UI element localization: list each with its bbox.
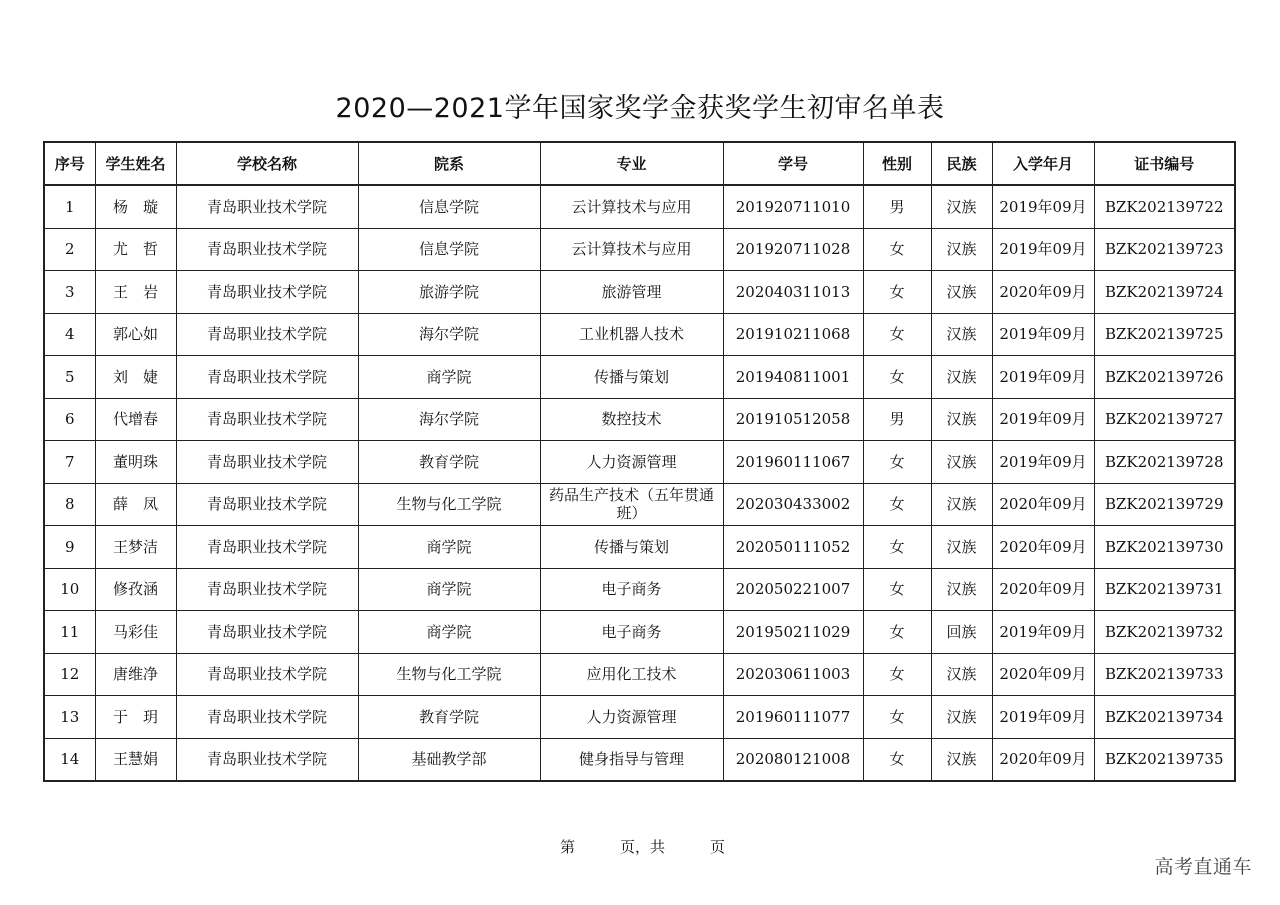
table-row bbox=[44, 228, 1235, 271]
cell-ethnicity: 汉族 bbox=[931, 653, 992, 696]
header-student-name: 学生姓名 bbox=[95, 142, 176, 185]
cell-ethnicity: 汉族 bbox=[931, 398, 992, 441]
cell-index: 8 bbox=[44, 483, 95, 526]
header-major: 专业 bbox=[540, 142, 723, 185]
cell-student-id: 201960111077 bbox=[723, 696, 863, 739]
cell-department: 海尔学院 bbox=[358, 313, 540, 356]
cell-ethnicity: 汉族 bbox=[931, 696, 992, 739]
cell-department: 商学院 bbox=[358, 568, 540, 611]
cell-major: 传播与策划 bbox=[540, 356, 723, 399]
table-row bbox=[44, 526, 1235, 569]
cell-major: 人力资源管理 bbox=[540, 696, 723, 739]
cell-department: 信息学院 bbox=[358, 228, 540, 271]
cell-department: 基础教学部 bbox=[358, 738, 540, 781]
cell-school-name: 青岛职业技术学院 bbox=[176, 356, 358, 399]
cell-student-name: 唐维净 bbox=[95, 653, 176, 696]
cell-student-name: 杨 璇 bbox=[95, 185, 176, 228]
cell-enrollment-date: 2020年09月 bbox=[992, 483, 1094, 526]
cell-student-name: 于 玥 bbox=[95, 696, 176, 739]
cell-student-id: 202030433002 bbox=[723, 483, 863, 526]
cell-gender: 女 bbox=[863, 483, 931, 526]
cell-certificate-no: BZK202139734 bbox=[1094, 696, 1235, 739]
cell-certificate-no: BZK202139730 bbox=[1094, 526, 1235, 569]
cell-index: 9 bbox=[44, 526, 95, 569]
cell-school-name: 青岛职业技术学院 bbox=[176, 313, 358, 356]
cell-certificate-no: BZK202139728 bbox=[1094, 441, 1235, 484]
cell-gender: 女 bbox=[863, 356, 931, 399]
cell-certificate-no: BZK202139726 bbox=[1094, 356, 1235, 399]
cell-department: 教育学院 bbox=[358, 696, 540, 739]
cell-student-id: 202030611003 bbox=[723, 653, 863, 696]
table-row bbox=[44, 356, 1235, 399]
table-row bbox=[44, 653, 1235, 696]
table-body bbox=[44, 185, 1235, 781]
cell-school-name: 青岛职业技术学院 bbox=[176, 696, 358, 739]
table-row bbox=[44, 738, 1235, 781]
cell-index: 4 bbox=[44, 313, 95, 356]
cell-major: 旅游管理 bbox=[540, 271, 723, 314]
cell-index: 14 bbox=[44, 738, 95, 781]
cell-major: 工业机器人技术 bbox=[540, 313, 723, 356]
cell-gender: 女 bbox=[863, 568, 931, 611]
table-row bbox=[44, 271, 1235, 314]
cell-school-name: 青岛职业技术学院 bbox=[176, 271, 358, 314]
table-row bbox=[44, 441, 1235, 484]
cell-major: 云计算技术与应用 bbox=[540, 228, 723, 271]
cell-student-id: 201920711028 bbox=[723, 228, 863, 271]
cell-department: 商学院 bbox=[358, 526, 540, 569]
cell-enrollment-date: 2019年09月 bbox=[992, 228, 1094, 271]
cell-student-id: 201910512058 bbox=[723, 398, 863, 441]
cell-gender: 女 bbox=[863, 228, 931, 271]
cell-certificate-no: BZK202139731 bbox=[1094, 568, 1235, 611]
cell-certificate-no: BZK202139729 bbox=[1094, 483, 1235, 526]
cell-enrollment-date: 2020年09月 bbox=[992, 568, 1094, 611]
cell-ethnicity: 汉族 bbox=[931, 568, 992, 611]
cell-school-name: 青岛职业技术学院 bbox=[176, 653, 358, 696]
cell-school-name: 青岛职业技术学院 bbox=[176, 526, 358, 569]
cell-department: 信息学院 bbox=[358, 185, 540, 228]
cell-enrollment-date: 2020年09月 bbox=[992, 653, 1094, 696]
cell-ethnicity: 汉族 bbox=[931, 313, 992, 356]
cell-school-name: 青岛职业技术学院 bbox=[176, 738, 358, 781]
cell-ethnicity: 回族 bbox=[931, 611, 992, 654]
cell-department: 商学院 bbox=[358, 356, 540, 399]
cell-index: 6 bbox=[44, 398, 95, 441]
header-index: 序号 bbox=[44, 142, 95, 185]
cell-student-name: 王 岩 bbox=[95, 271, 176, 314]
cell-gender: 男 bbox=[863, 398, 931, 441]
cell-gender: 女 bbox=[863, 611, 931, 654]
cell-major: 药品生产技术（五年贯通班） bbox=[540, 483, 723, 526]
cell-department: 商学院 bbox=[358, 611, 540, 654]
cell-student-id: 202080121008 bbox=[723, 738, 863, 781]
cell-index: 10 bbox=[44, 568, 95, 611]
cell-gender: 女 bbox=[863, 738, 931, 781]
header-enrollment-date: 入学年月 bbox=[992, 142, 1094, 185]
cell-student-name: 郭心如 bbox=[95, 313, 176, 356]
cell-school-name: 青岛职业技术学院 bbox=[176, 441, 358, 484]
cell-student-name: 刘 婕 bbox=[95, 356, 176, 399]
cell-student-id: 201940811001 bbox=[723, 356, 863, 399]
cell-enrollment-date: 2019年09月 bbox=[992, 185, 1094, 228]
cell-gender: 女 bbox=[863, 526, 931, 569]
cell-student-name: 王慧娟 bbox=[95, 738, 176, 781]
cell-student-id: 202040311013 bbox=[723, 271, 863, 314]
table-row bbox=[44, 398, 1235, 441]
table-row bbox=[44, 611, 1235, 654]
cell-department: 生物与化工学院 bbox=[358, 483, 540, 526]
cell-student-id: 201950211029 bbox=[723, 611, 863, 654]
cell-certificate-no: BZK202139724 bbox=[1094, 271, 1235, 314]
cell-student-id: 202050221007 bbox=[723, 568, 863, 611]
cell-index: 5 bbox=[44, 356, 95, 399]
cell-gender: 女 bbox=[863, 653, 931, 696]
cell-enrollment-date: 2019年09月 bbox=[992, 611, 1094, 654]
cell-department: 生物与化工学院 bbox=[358, 653, 540, 696]
cell-ethnicity: 汉族 bbox=[931, 356, 992, 399]
table-row bbox=[44, 313, 1235, 356]
cell-school-name: 青岛职业技术学院 bbox=[176, 568, 358, 611]
cell-enrollment-date: 2020年09月 bbox=[992, 526, 1094, 569]
header-school-name: 学校名称 bbox=[176, 142, 358, 185]
table-row bbox=[44, 483, 1235, 526]
cell-ethnicity: 汉族 bbox=[931, 271, 992, 314]
cell-index: 2 bbox=[44, 228, 95, 271]
cell-certificate-no: BZK202139723 bbox=[1094, 228, 1235, 271]
cell-department: 旅游学院 bbox=[358, 271, 540, 314]
cell-enrollment-date: 2019年09月 bbox=[992, 398, 1094, 441]
cell-enrollment-date: 2019年09月 bbox=[992, 696, 1094, 739]
header-student-id: 学号 bbox=[723, 142, 863, 185]
cell-student-id: 201960111067 bbox=[723, 441, 863, 484]
table-row bbox=[44, 568, 1235, 611]
cell-certificate-no: BZK202139732 bbox=[1094, 611, 1235, 654]
scholarship-table bbox=[43, 141, 1236, 782]
cell-index: 12 bbox=[44, 653, 95, 696]
cell-certificate-no: BZK202139733 bbox=[1094, 653, 1235, 696]
cell-major: 传播与策划 bbox=[540, 526, 723, 569]
cell-student-name: 薛 凤 bbox=[95, 483, 176, 526]
cell-major: 人力资源管理 bbox=[540, 441, 723, 484]
cell-gender: 女 bbox=[863, 441, 931, 484]
cell-student-name: 修孜涵 bbox=[95, 568, 176, 611]
cell-index: 7 bbox=[44, 441, 95, 484]
cell-department: 教育学院 bbox=[358, 441, 540, 484]
cell-enrollment-date: 2020年09月 bbox=[992, 271, 1094, 314]
cell-ethnicity: 汉族 bbox=[931, 185, 992, 228]
cell-school-name: 青岛职业技术学院 bbox=[176, 228, 358, 271]
cell-ethnicity: 汉族 bbox=[931, 526, 992, 569]
cell-student-name: 代增春 bbox=[95, 398, 176, 441]
cell-certificate-no: BZK202139727 bbox=[1094, 398, 1235, 441]
cell-index: 3 bbox=[44, 271, 95, 314]
cell-major: 健身指导与管理 bbox=[540, 738, 723, 781]
cell-enrollment-date: 2019年09月 bbox=[992, 356, 1094, 399]
cell-student-name: 尤 哲 bbox=[95, 228, 176, 271]
page-title: 2020—2021学年国家奖学金获奖学生初审名单表 bbox=[335, 93, 945, 124]
cell-major: 电子商务 bbox=[540, 611, 723, 654]
watermark: 高考直通车 bbox=[1154, 856, 1252, 878]
cell-student-name: 马彩佳 bbox=[95, 611, 176, 654]
cell-major: 电子商务 bbox=[540, 568, 723, 611]
cell-student-id: 202050111052 bbox=[723, 526, 863, 569]
cell-certificate-no: BZK202139725 bbox=[1094, 313, 1235, 356]
cell-major: 数控技术 bbox=[540, 398, 723, 441]
cell-student-name: 董明珠 bbox=[95, 441, 176, 484]
table-row bbox=[44, 185, 1235, 228]
cell-student-id: 201910211068 bbox=[723, 313, 863, 356]
cell-school-name: 青岛职业技术学院 bbox=[176, 611, 358, 654]
cell-gender: 男 bbox=[863, 185, 931, 228]
cell-ethnicity: 汉族 bbox=[931, 441, 992, 484]
cell-index: 1 bbox=[44, 185, 95, 228]
cell-ethnicity: 汉族 bbox=[931, 738, 992, 781]
cell-ethnicity: 汉族 bbox=[931, 483, 992, 526]
cell-gender: 女 bbox=[863, 313, 931, 356]
page-footer: 第 页，共 页 bbox=[560, 838, 726, 856]
cell-ethnicity: 汉族 bbox=[931, 228, 992, 271]
cell-school-name: 青岛职业技术学院 bbox=[176, 185, 358, 228]
header-gender: 性别 bbox=[863, 142, 931, 185]
cell-gender: 女 bbox=[863, 271, 931, 314]
cell-gender: 女 bbox=[863, 696, 931, 739]
cell-student-name: 王梦洁 bbox=[95, 526, 176, 569]
header-department: 院系 bbox=[358, 142, 540, 185]
header-certificate-no: 证书编号 bbox=[1094, 142, 1235, 185]
cell-major: 云计算技术与应用 bbox=[540, 185, 723, 228]
cell-department: 海尔学院 bbox=[358, 398, 540, 441]
cell-enrollment-date: 2020年09月 bbox=[992, 738, 1094, 781]
table-header-row bbox=[44, 142, 1235, 185]
cell-student-id: 201920711010 bbox=[723, 185, 863, 228]
cell-certificate-no: BZK202139722 bbox=[1094, 185, 1235, 228]
header-ethnicity: 民族 bbox=[931, 142, 992, 185]
cell-enrollment-date: 2019年09月 bbox=[992, 441, 1094, 484]
cell-enrollment-date: 2019年09月 bbox=[992, 313, 1094, 356]
cell-index: 11 bbox=[44, 611, 95, 654]
table-row bbox=[44, 696, 1235, 739]
cell-school-name: 青岛职业技术学院 bbox=[176, 398, 358, 441]
cell-index: 13 bbox=[44, 696, 95, 739]
cell-certificate-no: BZK202139735 bbox=[1094, 738, 1235, 781]
cell-school-name: 青岛职业技术学院 bbox=[176, 483, 358, 526]
cell-major: 应用化工技术 bbox=[540, 653, 723, 696]
